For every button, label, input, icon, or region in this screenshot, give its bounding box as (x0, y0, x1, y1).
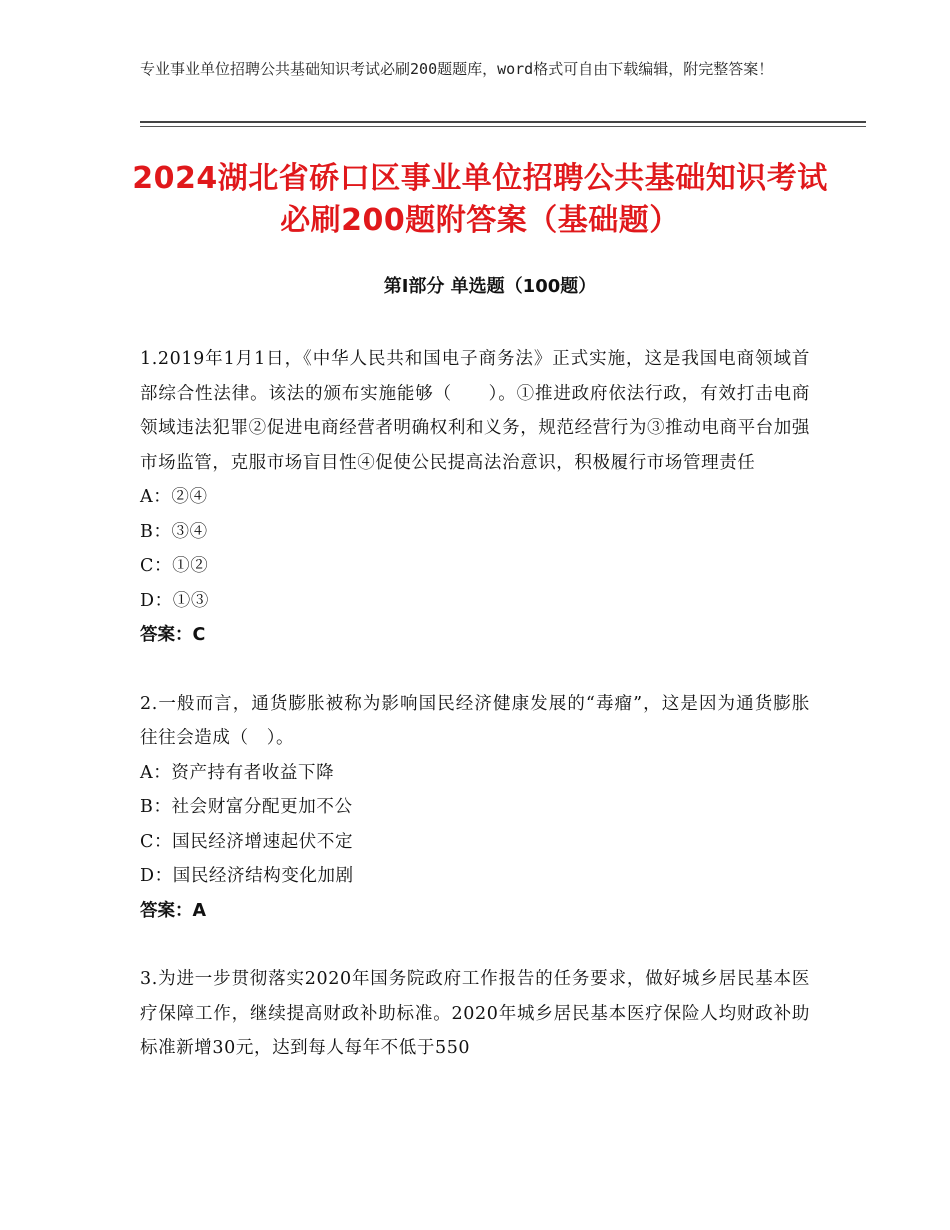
question-stem: 1.2019年1月1日，《中华人民共和国电子商务法》正式实施，这是我国电商领域首部综合性法律。该法的颁布实施能够（ ）。①推进政府依法行政，有效打击电商领域违法犯罪②促进电商经营者明确权利和义务，规范经营行为③推动电商平台加强市场监管，克服市场盲目性④促使公民提高法治意识，积极履行市场管理责任 (140, 349, 810, 473)
option-a: A：②④ (140, 487, 208, 507)
answer: 答案：A (140, 900, 207, 921)
document-title: 2024湖北省硚口区事业单位招聘公共基础知识考试必刷200题附答案（基础题） (132, 161, 828, 238)
option-a: A：资产持有者收益下降 (140, 762, 335, 783)
option-d: D：国民经济结构变化加剧 (140, 866, 354, 886)
part-title: 第I部分 单选题（100题） (383, 276, 597, 297)
answer: 答案：C (140, 625, 206, 645)
header-note: 专业事业单位招聘公共基础知识考试必刷200题题库，word格式可自由下载编辑，附完整答案！ (140, 60, 774, 78)
option-d: D：①③ (140, 590, 209, 611)
question-1 (140, 342, 810, 653)
question-stem: 3.为进一步贯彻落实2020年国务院政府工作报告的任务要求，做好城乡居民基本医疗保障工作，继续提高财政补助标准。2020年城乡居民基本医疗保险人均财政补助标准新增30元，达到每人每年不低于550 (140, 969, 810, 1058)
header-rule (140, 121, 866, 123)
option-b: B：③④ (140, 521, 208, 542)
option-b: B：社会财富分配更加不公 (140, 797, 353, 817)
header-rule-thin (140, 126, 866, 127)
option-c: C：国民经济增速起伏不定 (140, 831, 354, 852)
question-stem: 2.一般而言，通货膨胀被称为影响国民经济健康发展的“毒瘤”，这是因为通货膨胀往往会造成（ ）。 (140, 693, 810, 748)
question-2 (140, 687, 810, 929)
question-3 (140, 962, 810, 1066)
option-c: C：①② (140, 556, 209, 576)
question-list (140, 342, 810, 1100)
